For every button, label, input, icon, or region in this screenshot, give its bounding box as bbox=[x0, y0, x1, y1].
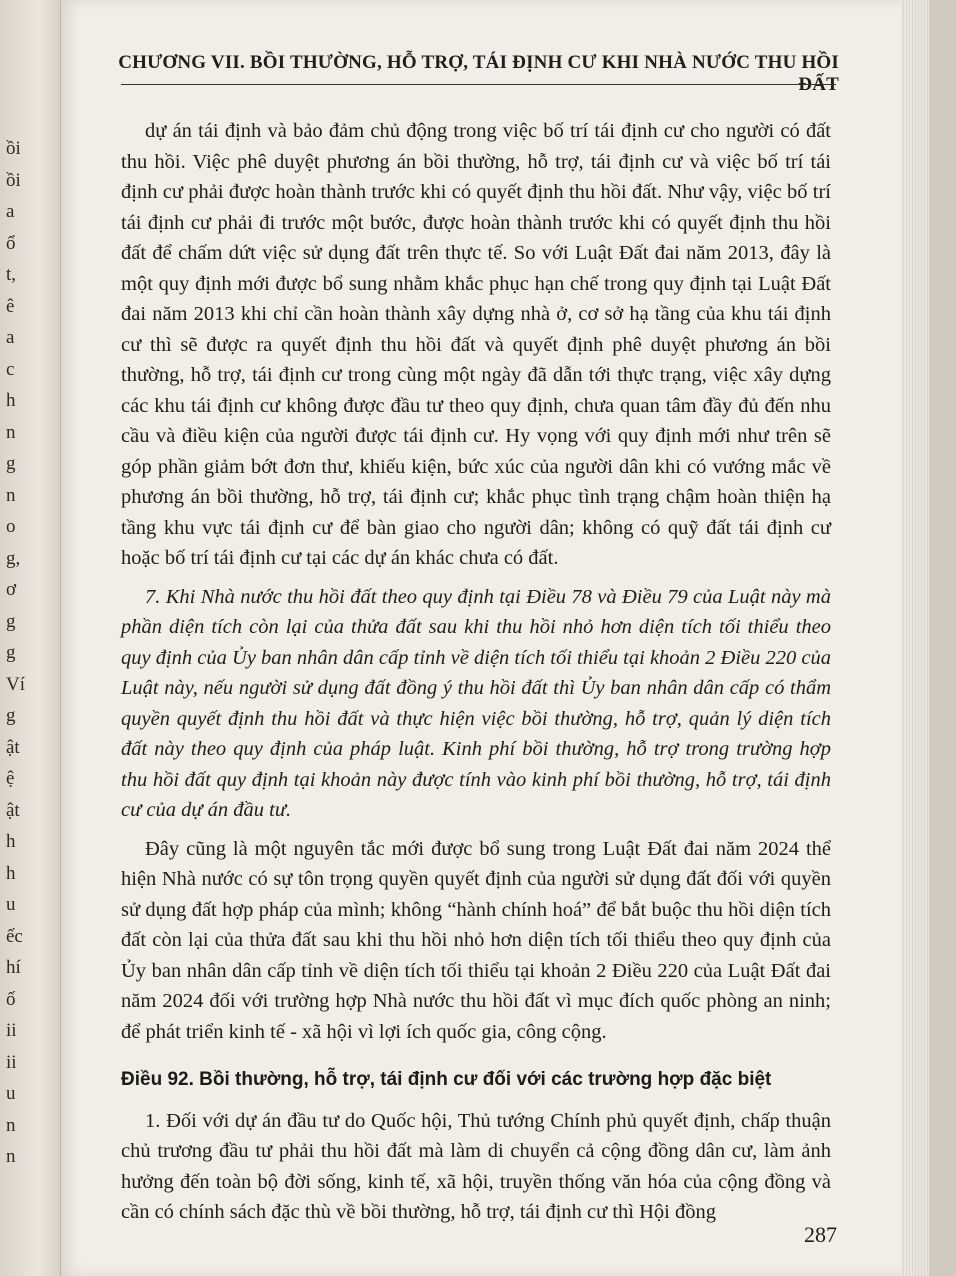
left-page-fragment: g bbox=[6, 610, 16, 632]
left-page-fragment: ê bbox=[6, 295, 15, 317]
left-page-fragment: n bbox=[6, 484, 16, 506]
left-page-fragment: h bbox=[6, 390, 16, 411]
left-page-fragment: g bbox=[6, 453, 16, 474]
left-page-fragment: ật bbox=[6, 736, 20, 758]
left-page-fragment: c bbox=[6, 358, 15, 380]
page-number: 287 bbox=[804, 1222, 837, 1247]
left-page-fragment: ii bbox=[6, 1051, 17, 1073]
page-body bbox=[121, 116, 831, 1228]
left-page-fragment: n bbox=[6, 1146, 16, 1167]
left-page-fragment: Ví bbox=[6, 673, 25, 695]
left-page-fragment: g bbox=[6, 642, 16, 663]
article-92-heading: Điều 92. Bồi thường, hỗ trợ, tái định cư đối với các trường hợp đặc biệt bbox=[121, 1069, 772, 1090]
paragraph-resettlement-principle: dự án tái định và bảo đảm chủ động trong việc bố trí tái định cư cho người có đất thu hồi. Việc phê duyệt phương án bồi thường, hỗ trợ, tái định cư và việc bố trí tái định cư phải được hoàn thành trước khi có quyết định thu hồi đất. Như vậy, việc bố trí tái định cư phải đi trước một bước, được hoàn thành trước khi có quyết định thu hồi đất để chấm dứt việc sử dụng đất trên thực tế. So với Luật Đất đai năm 2013, đây là một quy định mới được bổ sung nhằm khắc phục hạn chế trong quy định tại Luật Đất đai năm 2013 khi chỉ cần hoàn thành xây dựng nhà ở, cơ sở hạ tầng của khu tái định cư thì sẽ được ra quyết định thu hồi đất và quyết định phê duyệt phương án bồi thường, hỗ trợ, tái định cư trong cùng một ngày đã dẫn tới thực trạng, việc xây dựng các khu tái định cư không được đầu tư theo quy định, chưa quan tâm đầy đủ đến nhu cầu và điều kiện của người được tái định cư. Hy vọng với quy định mới như trên sẽ góp phần giảm bớt đơn thư, khiếu kiện, bức xúc của người dân khi có vướng mắc về phương án bồi thường, hỗ trợ, tái định cư; khắc phục tình trạng chậm hoàn thiện hạ tầng khu vực tái định cư để bàn giao cho người dân; không có quỹ đất tái định cư hoặc bố trí tái định cư tại các dự án khác chưa có đất. bbox=[121, 120, 831, 569]
paragraph-clause-7: 7. Khi Nhà nước thu hồi đất theo quy định tại Điều 78 và Điều 79 của Luật này mà phần diện tích còn lại của thửa đất sau khi thu hồi nhỏ hơn diện tích tối thiểu theo quy định của Ủy ban nhân dân cấp tỉnh về diện tích tối thiểu tại khoản 2 Điều 220 của Luật này, nếu người sử dụng đất đồng ý thu hồi đất thì Ủy ban nhân dân cấp có thẩm quyền quyết định thu hồi đất và thực hiện việc bồi thường, hỗ trợ, quản lý diện tích đất này theo quy định của pháp luật. Kinh phí bồi thường, hỗ trợ trong trường hợp thu hồi đất quy định tại khoản này được tính vào kinh phí bồi thường, hỗ trợ, tái định cư của dự án đầu tư. bbox=[121, 585, 831, 821]
left-page-fragment: g, bbox=[6, 547, 21, 569]
left-page-fragment: ơ bbox=[6, 579, 17, 600]
left-page-fragment: ồi bbox=[6, 138, 21, 159]
left-page-fragment: a bbox=[6, 201, 15, 222]
header-rule bbox=[121, 84, 836, 85]
left-page-fragment: u bbox=[6, 894, 16, 915]
left-page-fragment: h bbox=[6, 831, 16, 852]
left-page-fragment: ii bbox=[6, 1020, 17, 1041]
paragraph-new-principle: Đây cũng là một nguyên tắc mới được bổ sung trong Luật Đất đai năm 2024 thể hiện Nhà nước có sự tôn trọng quyền quyết định của người sử dụng đất đối với quyền sử dụng đất hợp pháp của mình; không “hành chính hoá” để bắt buộc thu hồi diện tích đất còn lại của thửa đất sau khi thu hồi nhỏ hơn diện tích tối thiểu theo quy định của Ủy ban nhân dân cấp tỉnh về diện tích tối thiểu tại khoản 2 Điều 220 của Luật Đất đai năm 2024 đối với trường hợp Nhà nước thu hồi đất vì mục đích quốc phòng an ninh; để phát triển kinh tế - xã hội vì lợi ích quốc gia, công cộng. bbox=[121, 837, 831, 1043]
left-page-fragment: h bbox=[6, 862, 16, 884]
left-page-fragment: n bbox=[6, 421, 16, 443]
page-stack-edge bbox=[901, 0, 929, 1276]
left-page-fragment: ếc bbox=[6, 925, 23, 947]
left-page-fragment: ật bbox=[6, 799, 20, 821]
left-page-fragment: hí bbox=[6, 957, 21, 978]
left-page-fragment: t, bbox=[6, 264, 17, 285]
left-page-fragment: o bbox=[6, 516, 16, 537]
left-page-fragment: ệ bbox=[6, 768, 15, 789]
left-page-fragment: n bbox=[6, 1114, 16, 1136]
chapter-header: CHƯƠNG VII. BỒI THƯỜNG, HỖ TRỢ, TÁI ĐỊNH CƯ KHI NHÀ NƯỚC THU HỒI ĐẤT bbox=[118, 52, 839, 95]
article-92-clause-1: 1. Đối với dự án đầu tư do Quốc hội, Thủ tướng Chính phủ quyết định, chấp thuận chủ trương đầu tư phải thu hồi đất mà làm di chuyển cả cộng đồng dân cư, làm ảnh hưởng đến toàn bộ đời sống, kinh tế, xã hội, truyền thống văn hóa của cộng đồng và cần có chính sách đặc thù về bồi thường, hỗ trợ, tái định cư thì Hội đồng bbox=[121, 1109, 831, 1223]
left-page-fragment: ố bbox=[6, 988, 16, 1010]
left-page-fragment: ổ bbox=[6, 232, 16, 254]
left-page-fragment: u bbox=[6, 1083, 16, 1104]
left-page-fragment: g bbox=[6, 705, 16, 726]
left-page-fragment: ồi bbox=[6, 169, 21, 191]
book-page bbox=[60, 0, 929, 1276]
left-page-fragment: a bbox=[6, 327, 15, 348]
